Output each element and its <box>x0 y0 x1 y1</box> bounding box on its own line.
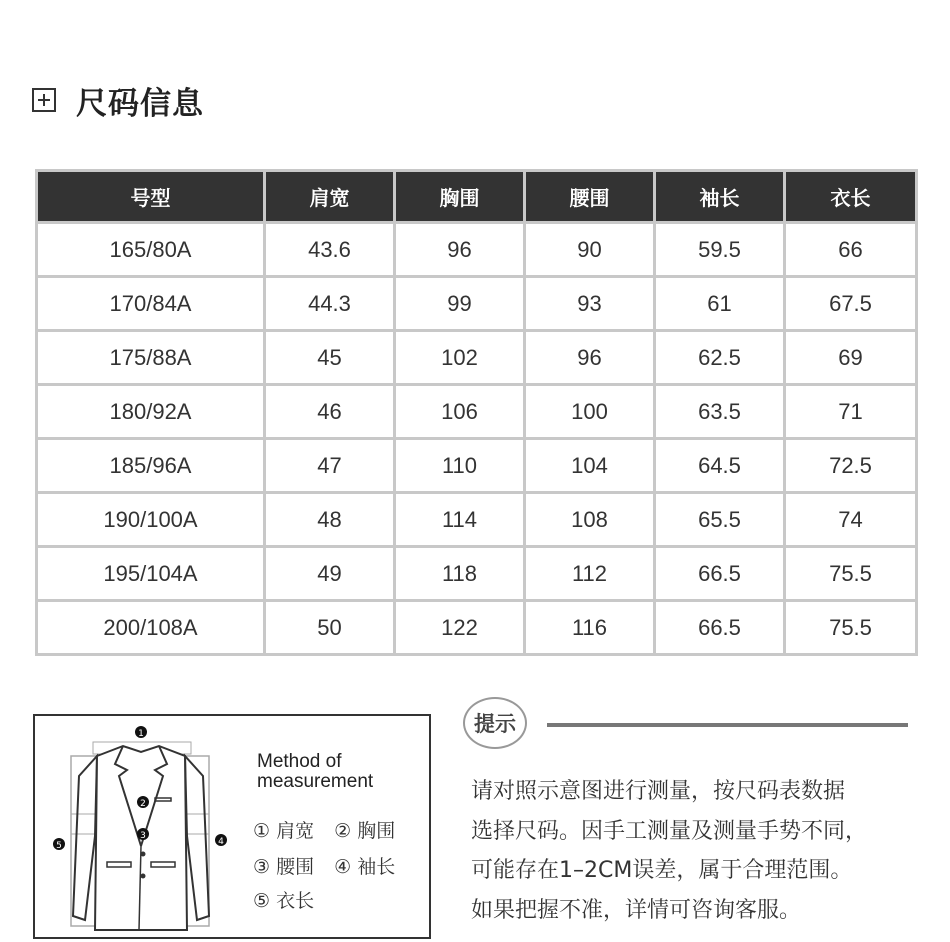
svg-text:4: 4 <box>218 837 224 847</box>
size-info-heading <box>32 80 204 120</box>
cell-sleeve: 63.5 <box>655 385 785 439</box>
measurement-diagram <box>33 714 431 939</box>
legend-row-1 <box>253 816 409 843</box>
cell-length: 74 <box>785 493 917 547</box>
cell-sleeve: 64.5 <box>655 439 785 493</box>
cell-size: 165/80A <box>37 223 265 277</box>
cell-chest: 122 <box>395 601 525 655</box>
method-title-line2: measurement <box>257 771 374 792</box>
cell-waist: 96 <box>525 331 655 385</box>
cell-chest: 106 <box>395 385 525 439</box>
cell-shoulder: 45 <box>265 331 395 385</box>
expand-plus-icon[interactable] <box>32 88 56 112</box>
legend-sleeve: ④ 袖长 <box>334 856 396 878</box>
tip-badge: 提示 <box>463 697 527 749</box>
svg-text:5: 5 <box>56 841 62 851</box>
table-row <box>37 439 917 493</box>
cell-size: 195/104A <box>37 547 265 601</box>
table-row <box>37 223 917 277</box>
legend-row-3 <box>253 886 328 913</box>
cell-chest: 99 <box>395 277 525 331</box>
marker-4 <box>215 834 227 847</box>
legend-waist: ③ 腰围 <box>253 856 315 878</box>
cell-waist: 100 <box>525 385 655 439</box>
tip-line: 请对照示意图进行测量，按尺码表数据 <box>471 779 846 804</box>
cell-waist: 90 <box>525 223 655 277</box>
cell-shoulder: 48 <box>265 493 395 547</box>
cell-size: 190/100A <box>37 493 265 547</box>
cell-length: 71 <box>785 385 917 439</box>
cell-sleeve: 62.5 <box>655 331 785 385</box>
jacket-illustration <box>35 716 250 937</box>
table-row <box>37 331 917 385</box>
header-size: 号型 <box>37 171 265 223</box>
cell-sleeve: 66.5 <box>655 547 785 601</box>
legend-length: ⑤ 衣长 <box>253 890 315 912</box>
cell-length: 66 <box>785 223 917 277</box>
table-row <box>37 547 917 601</box>
header-length: 衣长 <box>785 171 917 223</box>
cell-size: 185/96A <box>37 439 265 493</box>
svg-text:2: 2 <box>140 799 146 809</box>
cell-size: 170/84A <box>37 277 265 331</box>
legend-chest: ② 胸围 <box>334 820 396 842</box>
cell-shoulder: 49 <box>265 547 395 601</box>
legend-row-2 <box>253 852 409 879</box>
cell-sleeve: 65.5 <box>655 493 785 547</box>
svg-text:3: 3 <box>140 831 146 841</box>
table-row <box>37 601 917 655</box>
cell-chest: 118 <box>395 547 525 601</box>
cell-size: 175/88A <box>37 331 265 385</box>
header-chest: 胸围 <box>395 171 525 223</box>
cell-chest: 110 <box>395 439 525 493</box>
cell-sleeve: 66.5 <box>655 601 785 655</box>
cell-length: 75.5 <box>785 547 917 601</box>
marker-5 <box>53 838 65 851</box>
cell-length: 75.5 <box>785 601 917 655</box>
cell-waist: 108 <box>525 493 655 547</box>
cell-length: 67.5 <box>785 277 917 331</box>
cell-sleeve: 61 <box>655 277 785 331</box>
cell-waist: 116 <box>525 601 655 655</box>
cell-shoulder: 50 <box>265 601 395 655</box>
table-row <box>37 385 917 439</box>
cell-shoulder: 44.3 <box>265 277 395 331</box>
cell-waist: 112 <box>525 547 655 601</box>
method-title <box>257 752 373 792</box>
cell-chest: 96 <box>395 223 525 277</box>
header-shoulder: 肩宽 <box>265 171 395 223</box>
cell-sleeve: 59.5 <box>655 223 785 277</box>
cell-waist: 93 <box>525 277 655 331</box>
header-waist: 腰围 <box>525 171 655 223</box>
cell-waist: 104 <box>525 439 655 493</box>
cell-size: 200/108A <box>37 601 265 655</box>
tip-line: 如果把握不准，详情可咨询客服。 <box>471 897 802 923</box>
header-sleeve: 袖长 <box>655 171 785 223</box>
legend-shoulder: ① 肩宽 <box>253 820 315 842</box>
cell-chest: 102 <box>395 331 525 385</box>
cell-shoulder: 46 <box>265 385 395 439</box>
cell-length: 72.5 <box>785 439 917 493</box>
table-row <box>37 277 917 331</box>
cell-shoulder: 47 <box>265 439 395 493</box>
marker-1 <box>135 726 147 739</box>
cell-chest: 114 <box>395 493 525 547</box>
tip-line: 可能存在1–2CM误差，属于合理范围。 <box>471 858 853 883</box>
tip-line: 选择尺码。因手工测量及测量手势不同， <box>471 818 868 844</box>
svg-text:1: 1 <box>138 729 144 739</box>
cell-shoulder: 43.6 <box>265 223 395 277</box>
tip-divider <box>547 723 908 727</box>
cell-length: 69 <box>785 331 917 385</box>
size-table <box>35 169 918 656</box>
table-header-row <box>37 171 917 223</box>
section-title: 尺码信息 <box>76 85 204 122</box>
tip-text <box>471 772 941 930</box>
method-title-line1: Method of <box>257 751 342 772</box>
cell-size: 180/92A <box>37 385 265 439</box>
table-row <box>37 493 917 547</box>
